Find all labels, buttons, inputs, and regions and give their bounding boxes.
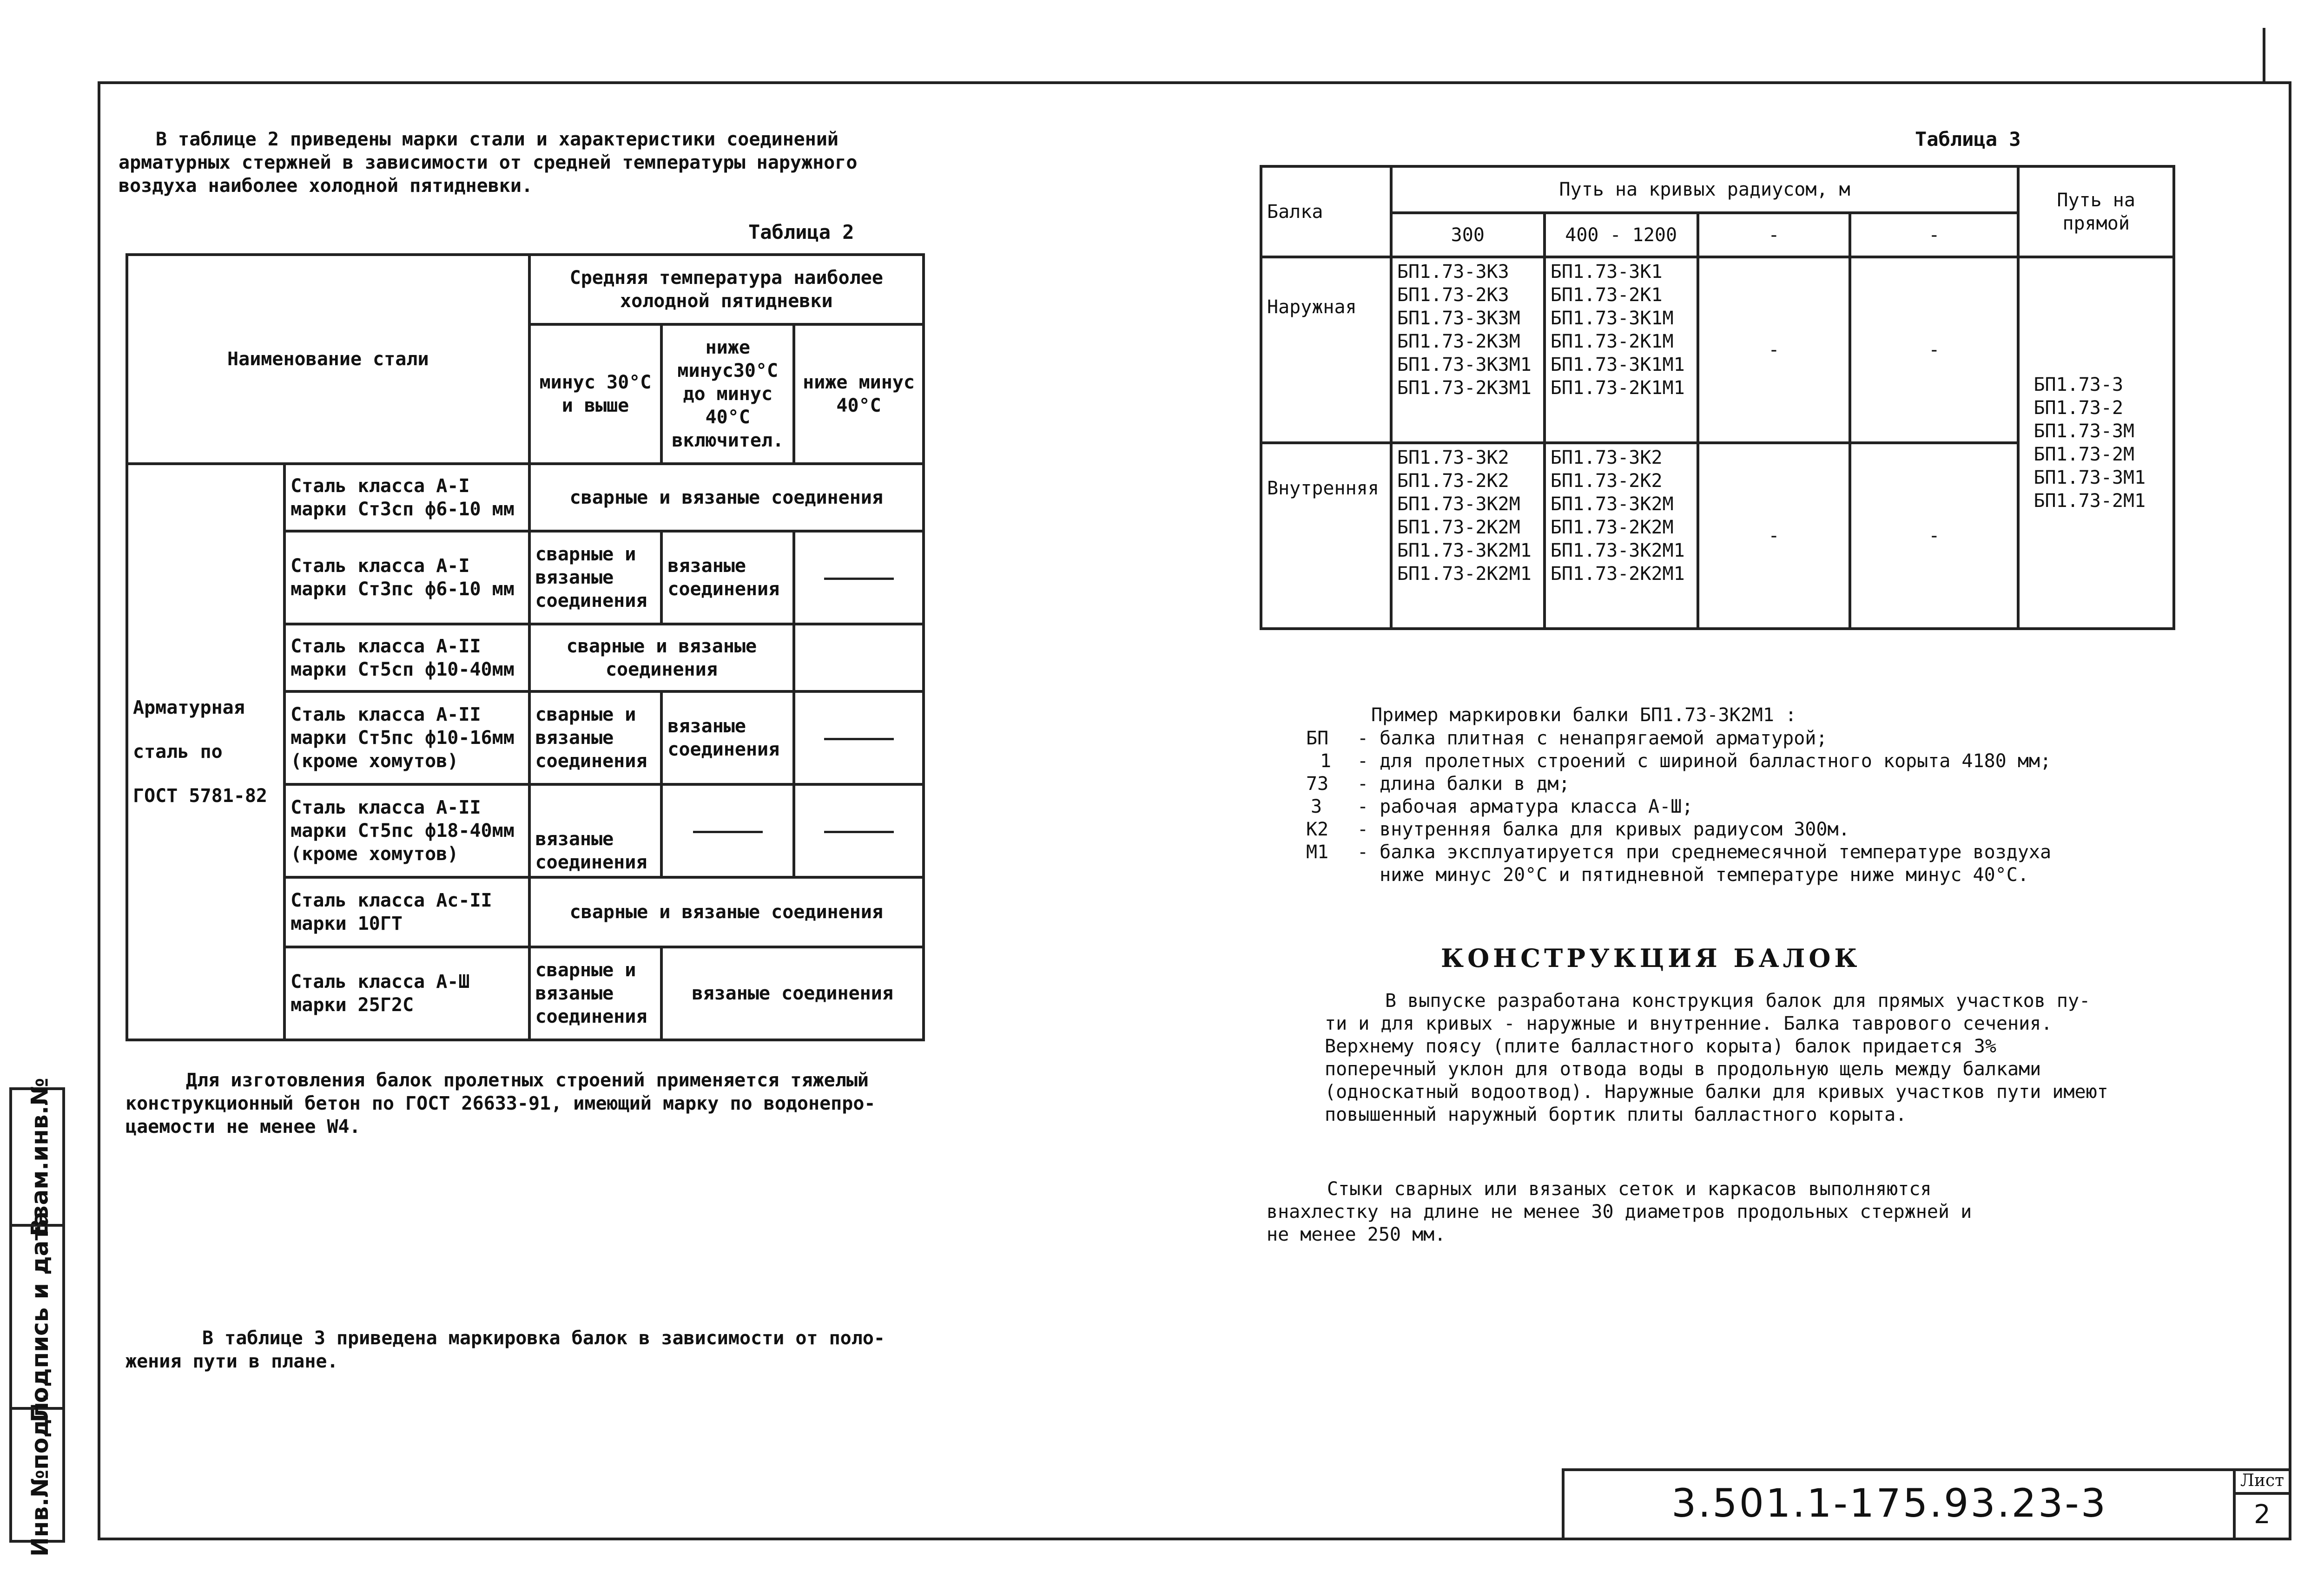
construction-line: (односкатный водоотвод). Наружные балки для кривых участков пути имеют — [1325, 1081, 2108, 1103]
radius-dash: - — [1850, 213, 2018, 257]
legend-value: - внутренняя балка для кривых радиусом 300м. — [1357, 819, 1850, 840]
legend-value: - балка плитная с ненапрягаемой арматурой; — [1357, 728, 1828, 749]
intro-line: арматурных стержней в зависимости от средней температуры наружного — [119, 152, 858, 173]
steel-name-cell: Сталь класса Ас-II марки 10ГТ — [284, 877, 529, 947]
radius-300: 300 — [1391, 213, 1545, 257]
concrete-line: конструкционный бетон по ГОСТ 26633-91, имеющий марку по водонепро- — [125, 1093, 876, 1114]
outer-300-codes: БП1.73-3К3 БП1.73-2К3 БП1.73-3К3М БП1.73-2К3М БП1.73-3К3М1 БП1.73-2К3М1 — [1391, 257, 1545, 443]
intro-paragraph — [119, 128, 857, 197]
steel-name-cell: Сталь класса А-II марки Ст5пс ф10-16мм (кроме хомутов) — [284, 691, 529, 784]
table3-caption: Таблица 3 — [1915, 128, 2021, 151]
table2-caption: Таблица 2 — [748, 221, 854, 243]
connection-cell: сварные и вязаные соединения — [529, 464, 924, 531]
sheet-number: 2 — [2254, 1499, 2271, 1530]
radius-400-1200: 400 - 1200 — [1545, 213, 1698, 257]
top-edge-mark — [2263, 28, 2265, 84]
table3 — [1260, 165, 2175, 630]
stamp-sign-label: Подпись и дата — [26, 1211, 54, 1423]
inner-300-codes: БП1.73-3К2 БП1.73-2К2 БП1.73-3К2М БП1.73-2К2М БП1.73-3К2М1 БП1.73-2К2М1 — [1391, 443, 1545, 629]
table2-header-temp: Средняя температура наиболее холодной пятидневки — [529, 255, 924, 324]
outer-dash: - — [1698, 257, 1850, 443]
section-title: КОНСТРУКЦИЯ БАЛОК — [1441, 943, 1861, 973]
construction-line: поперечный уклон для отвода воды в продольную щель между балками — [1325, 1058, 2041, 1080]
steel-name-cell: Сталь класса А-II марки Ст5сп ф10-40мм — [284, 624, 529, 691]
legend-key: БП — [1306, 728, 1329, 749]
legend-row — [1306, 864, 2051, 887]
title-block — [1562, 1468, 2291, 1540]
joints-line: Стыки сварных или вязаных сеток и каркасов выполняются — [1327, 1178, 1932, 1200]
inner-400-codes: БП1.73-3К2 БП1.73-2К2 БП1.73-3К2М БП1.73-2К2М БП1.73-3К2М1 БП1.73-2К2М1 — [1545, 443, 1698, 629]
legend-row — [1306, 818, 2051, 841]
stamp-replace-label: Взам.инв.№ — [26, 1078, 54, 1236]
table2-header-name: Наименование стали — [127, 255, 529, 464]
connection-cell: сварные и вязаные соединения — [529, 624, 794, 691]
inner-dash: - — [1698, 443, 1850, 629]
construction-paragraph — [1325, 990, 2108, 1126]
legend-key: 3 — [1311, 796, 1322, 817]
dash-cell — [661, 784, 794, 877]
outer-400-codes: БП1.73-3К1 БП1.73-2К1 БП1.73-3К1М БП1.73-2К1М БП1.73-3К1М1 БП1.73-2К1М1 — [1545, 257, 1698, 443]
dash-line — [824, 578, 894, 580]
legend-key: 73 — [1306, 773, 1329, 795]
radius-dash: - — [1698, 213, 1850, 257]
outer-beam-label: Наружная — [1261, 257, 1391, 443]
connection-cell: вязаные соединения — [529, 784, 662, 877]
table2 — [125, 253, 925, 1041]
sheet-label: Лист — [2236, 1471, 2289, 1495]
table3-header-beam: Балка — [1261, 166, 1391, 257]
stamp-replace-cell — [9, 1078, 65, 1236]
table3-note — [125, 1327, 885, 1373]
construction-line: Верхнему поясу (плите балластного корыта) балок придается 3% — [1325, 1036, 1996, 1057]
legend-row — [1306, 841, 2051, 864]
group-label-line: ГОСТ 5781-82 — [133, 785, 267, 807]
table3-note-line: жения пути в плане. — [125, 1351, 338, 1372]
legend-row — [1306, 727, 2051, 750]
table2-col-2: ниже минус30°С до минус 40°С включител. — [661, 324, 794, 464]
construction-line: повышенный наружный бортик плиты балластного корыта. — [1325, 1104, 1907, 1125]
legend-value: - балка эксплуатируется при среднемесячной температуре воздуха — [1357, 842, 2052, 863]
joints-paragraph — [1267, 1178, 1972, 1246]
table2-col-3: ниже минус 40°С — [794, 324, 924, 464]
construction-line: ти и для кривых - наружные и внутренние. Балка таврового сечения. — [1325, 1013, 2053, 1034]
legend-key: М1 — [1306, 842, 1329, 863]
steel-name-cell: Сталь класса А-I марки Ст3сп ф6-10 мм — [284, 464, 529, 531]
sheet-box — [2233, 1471, 2289, 1538]
table2-group-label — [127, 464, 284, 1040]
dash-line — [824, 738, 894, 740]
stamp-inv-label: Инв.№подл. — [26, 1393, 54, 1557]
table3-header-straight: Путь на прямой — [2018, 166, 2174, 257]
marking-legend — [1306, 727, 2051, 887]
table2-col-1: минус 30°С и выше — [529, 324, 662, 464]
connection-cell: сварные и вязаные соединения — [529, 947, 662, 1040]
connection-cell: вязаные соединения — [661, 691, 794, 784]
example-title: Пример маркировки балки БП1.73-3К2М1 : — [1371, 704, 1797, 726]
connection-cell: вязаные соединения — [661, 947, 924, 1040]
construction-line: В выпуске разработана конструкция балок для прямых участков пу- — [1385, 990, 2091, 1012]
steel-name-cell: Сталь класса А-I марки Ст3пс ф6-10 мм — [284, 531, 529, 624]
inner-beam-label: Внутренняя — [1261, 443, 1391, 629]
stamp-sign-cell — [9, 1211, 65, 1423]
document-designation: 3.501.1-175.93.23-3 — [1671, 1480, 2108, 1526]
legend-row — [1306, 750, 2051, 773]
steel-name-cell: Сталь класса А-II марки Ст5пс ф18-40мм (кроме хомутов) — [284, 784, 529, 877]
joints-line: внахлестку на длине не менее 30 диаметров продольных стержней и — [1267, 1201, 1972, 1223]
concrete-line: цаемости не менее W4. — [125, 1116, 361, 1137]
stamp-inv-cell — [9, 1393, 65, 1557]
legend-value: - рабочая арматура класса А-Ш; — [1357, 796, 1693, 817]
intro-line: воздуха наиболее холодной пятидневки. — [119, 175, 533, 197]
dash-cell — [794, 691, 924, 784]
group-label-line: сталь по — [133, 741, 223, 763]
inner-dash: - — [1850, 443, 2018, 629]
connection-cell: сварные и вязаные соединения — [529, 691, 662, 784]
table3-header-curves: Путь на кривых радиусом, м — [1391, 166, 2019, 213]
concrete-paragraph — [125, 1069, 876, 1138]
side-stamp — [9, 1078, 102, 1557]
connection-cell: сварные и вязаные соединения — [529, 531, 662, 624]
dash-cell — [794, 784, 924, 877]
legend-value: ниже минус 20°С и пятидневной температуре ниже минус 40°С. — [1357, 864, 2029, 886]
legend-row — [1306, 796, 2051, 818]
intro-line: В таблице 2 приведены марки стали и характеристики соединений — [156, 129, 839, 150]
steel-name-cell: Сталь класса А-Ш марки 25Г2С — [284, 947, 529, 1040]
concrete-line: Для изготовления балок пролетных строений применяется тяжелый — [186, 1070, 869, 1091]
table3-note-line: В таблице 3 приведена маркировка балок в зависимости от поло- — [202, 1328, 885, 1349]
legend-key: 1 — [1320, 750, 1332, 772]
legend-row — [1306, 773, 2051, 796]
group-label-line: Арматурная — [133, 697, 245, 718]
dash-line — [693, 831, 763, 833]
connection-cell: вязаные соединения — [661, 531, 794, 624]
legend-value: - длина балки в дм; — [1357, 773, 1570, 795]
outer-dash: - — [1850, 257, 2018, 443]
joints-line: не менее 250 мм. — [1267, 1224, 1446, 1245]
dash-line — [824, 831, 894, 833]
connection-cell: сварные и вязаные соединения — [529, 877, 924, 947]
legend-value: - для пролетных строений с шириной балластного корыта 4180 мм; — [1357, 750, 2052, 772]
empty-cell — [794, 624, 924, 691]
straight-codes: БП1.73-3 БП1.73-2 БП1.73-3М БП1.73-2М БП1.73-3М1 БП1.73-2М1 — [2018, 257, 2174, 629]
legend-key: К2 — [1306, 819, 1329, 840]
dash-cell — [794, 531, 924, 624]
